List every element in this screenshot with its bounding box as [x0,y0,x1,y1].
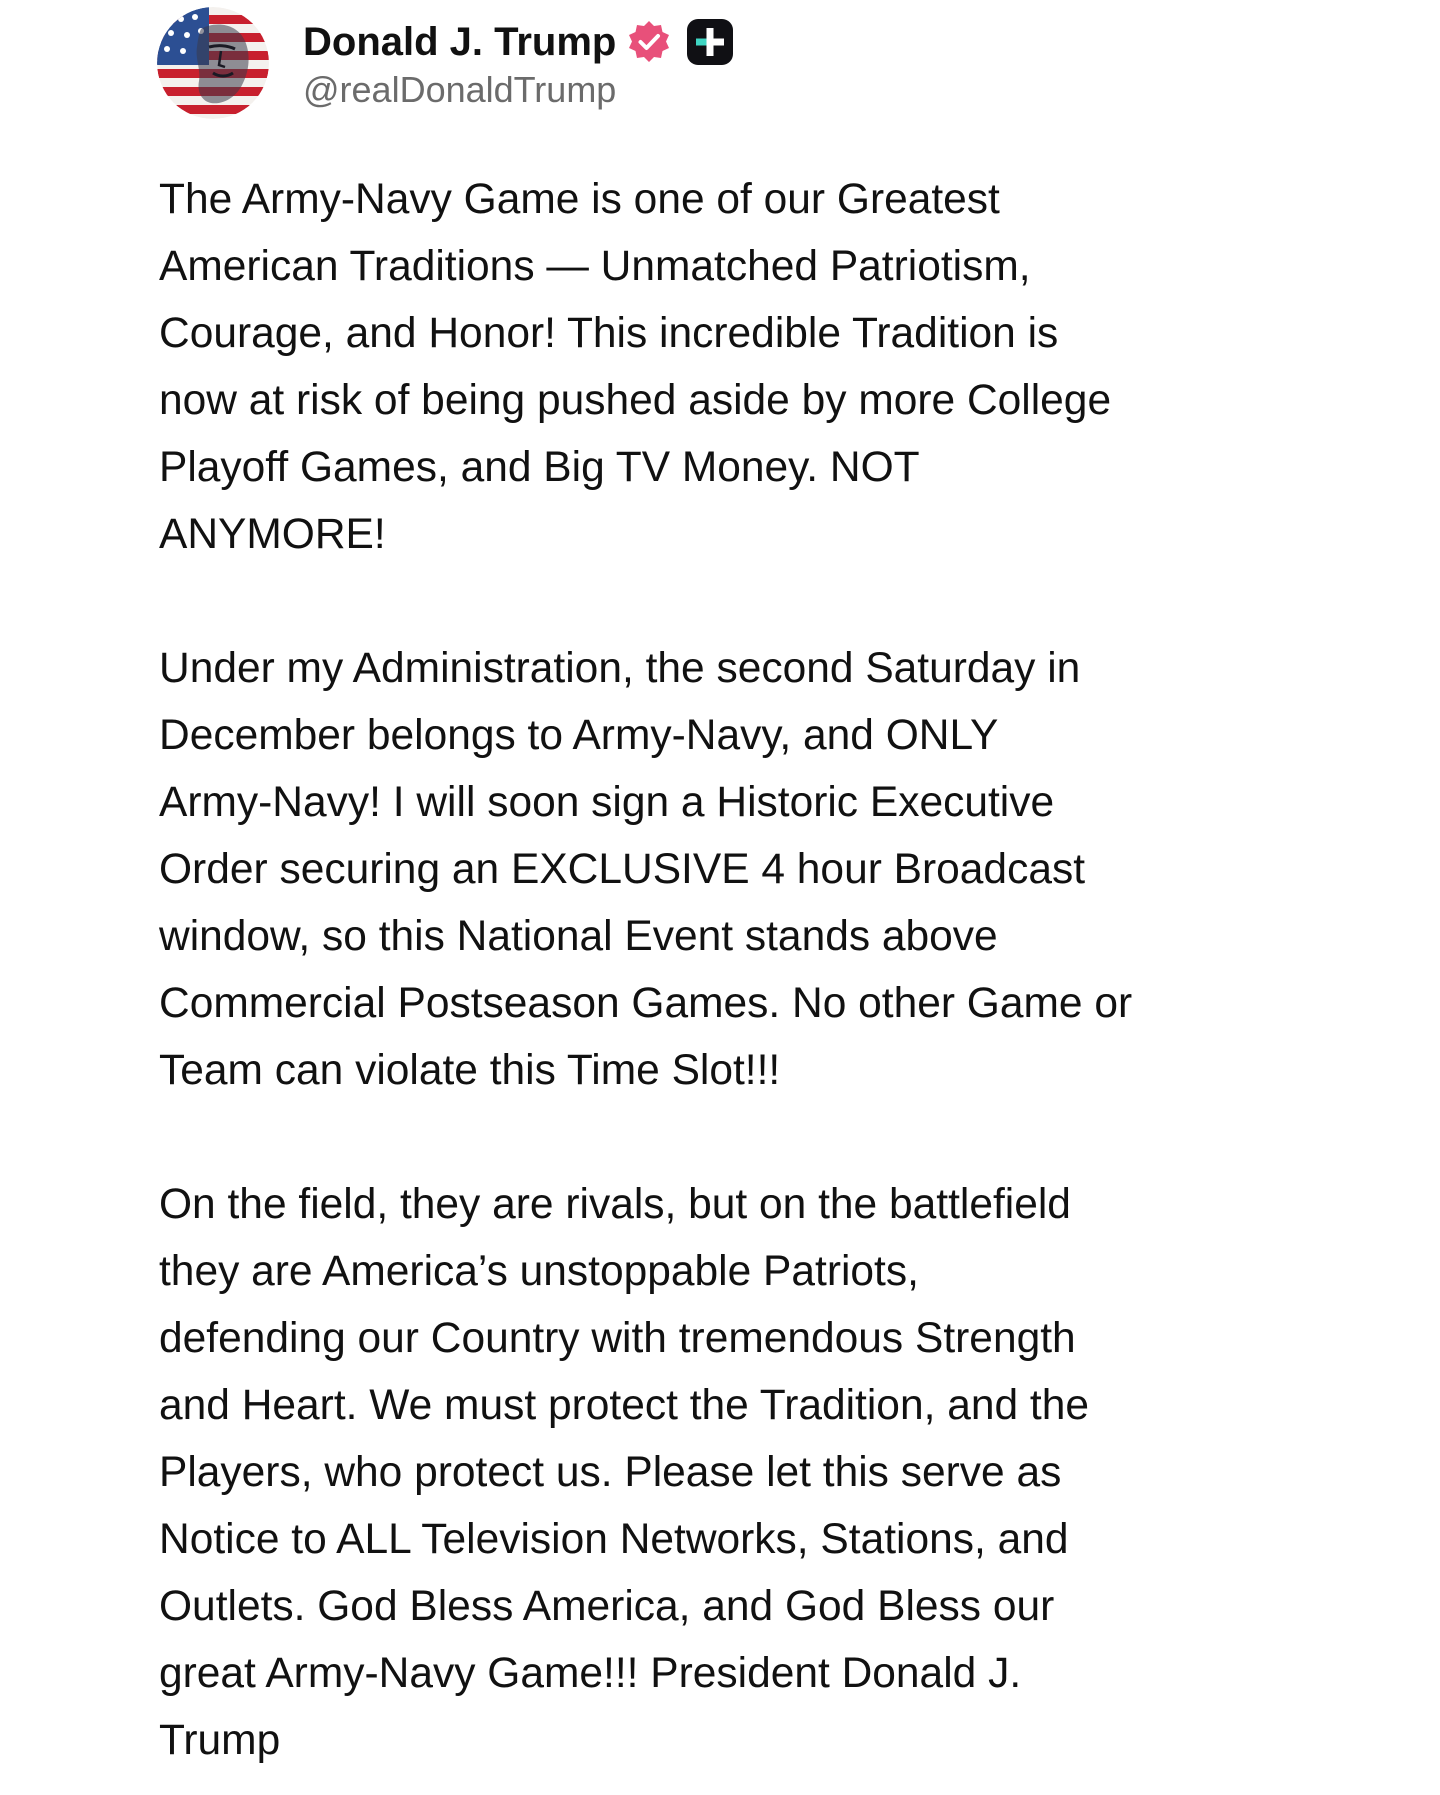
text-line: they are America’s unstoppable Patriots, [159,1248,919,1295]
text-line: Order securing an EXCLUSIVE 4 hour Broadcast [159,846,1086,893]
text-line: Courage, and Honor! This incredible Tradition is [159,310,1059,357]
text-line: Trump [159,1717,281,1764]
author-block [303,15,736,111]
post-paragraph-3 [159,1171,1329,1774]
text-line: American Traditions — Unmatched Patriotism, [159,243,1031,290]
avatar[interactable] [157,7,269,119]
text-line: now at risk of being pushed aside by more College [159,377,1112,424]
text-line: and Heart. We must protect the Tradition, and the [159,1382,1089,1429]
text-line: window, so this National Event stands above [159,913,998,960]
text-line: Players, who protect us. Please let this serve as [159,1449,1062,1496]
text-line: Army-Navy! I will soon sign a Historic Executive [159,779,1055,826]
text-line: Commercial Postseason Games. No other Game or [159,980,1133,1027]
post-paragraph-1 [159,166,1329,568]
text-line: Under my Administration, the second Saturday in [159,645,1081,692]
post-header [157,4,736,122]
text-line: Outlets. God Bless America, and God Bless our [159,1583,1055,1630]
text-line: On the field, they are rivals, but on the battlefield [159,1181,1071,1228]
author-name-row [303,15,736,69]
verified-badge-icon [626,19,672,65]
american-flag-portrait-icon [157,7,269,119]
plus-badge-icon[interactable] [684,16,736,68]
post-body [159,166,1329,1774]
post-paragraph-2 [159,635,1329,1104]
author-handle[interactable]: @realDonaldTrump [303,69,617,110]
text-line: Notice to ALL Television Networks, Stations, and [159,1516,1069,1563]
text-line: Playoff Games, and Big TV Money. NOT [159,444,920,491]
text-line: great Army-Navy Game!!! President Donald J. [159,1650,1022,1697]
text-line: Team can violate this Time Slot!!! [159,1047,781,1094]
text-line: defending our Country with tremendous Strength [159,1315,1076,1362]
text-line: ANYMORE! [159,511,386,558]
author-display-name[interactable]: Donald J. Trump [303,19,617,64]
text-line: December belongs to Army-Navy, and ONLY [159,712,999,759]
text-line: The Army-Navy Game is one of our Greatest [159,176,1000,223]
